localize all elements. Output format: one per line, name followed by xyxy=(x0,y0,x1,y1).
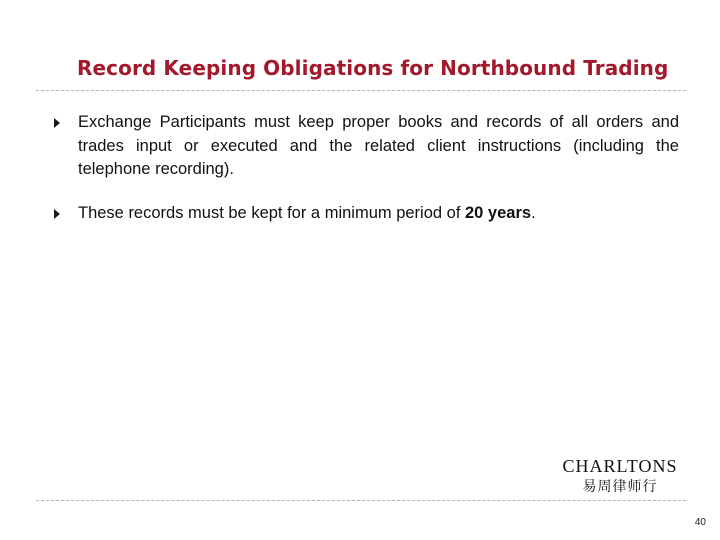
bullet-list xyxy=(54,111,679,245)
logo-name-en: CHARLTONS xyxy=(562,456,678,476)
slide-title: Record Keeping Obligations for Northbound Trading xyxy=(77,56,669,80)
footer-divider xyxy=(36,500,686,501)
bullet-arrow-icon xyxy=(54,118,60,128)
bullet-text-before: These records must be kept for a minimum period of xyxy=(78,203,465,222)
bullet-text: Exchange Participants must keep proper books and records of all orders and trades input or executed and the related client instructions (including the telephone recording). xyxy=(78,113,679,178)
retention-period: 20 years xyxy=(465,203,532,222)
title-divider xyxy=(36,90,686,91)
bullet-item xyxy=(54,202,679,226)
bullet-text xyxy=(78,202,679,226)
bullet-arrow-icon xyxy=(54,209,60,219)
bullet-text-after: . xyxy=(531,203,536,222)
charltons-logo xyxy=(556,456,684,496)
logo-name-cn: 易周律师行 xyxy=(582,479,658,495)
page-number: 40 xyxy=(694,517,706,528)
bullet-item xyxy=(54,111,679,182)
